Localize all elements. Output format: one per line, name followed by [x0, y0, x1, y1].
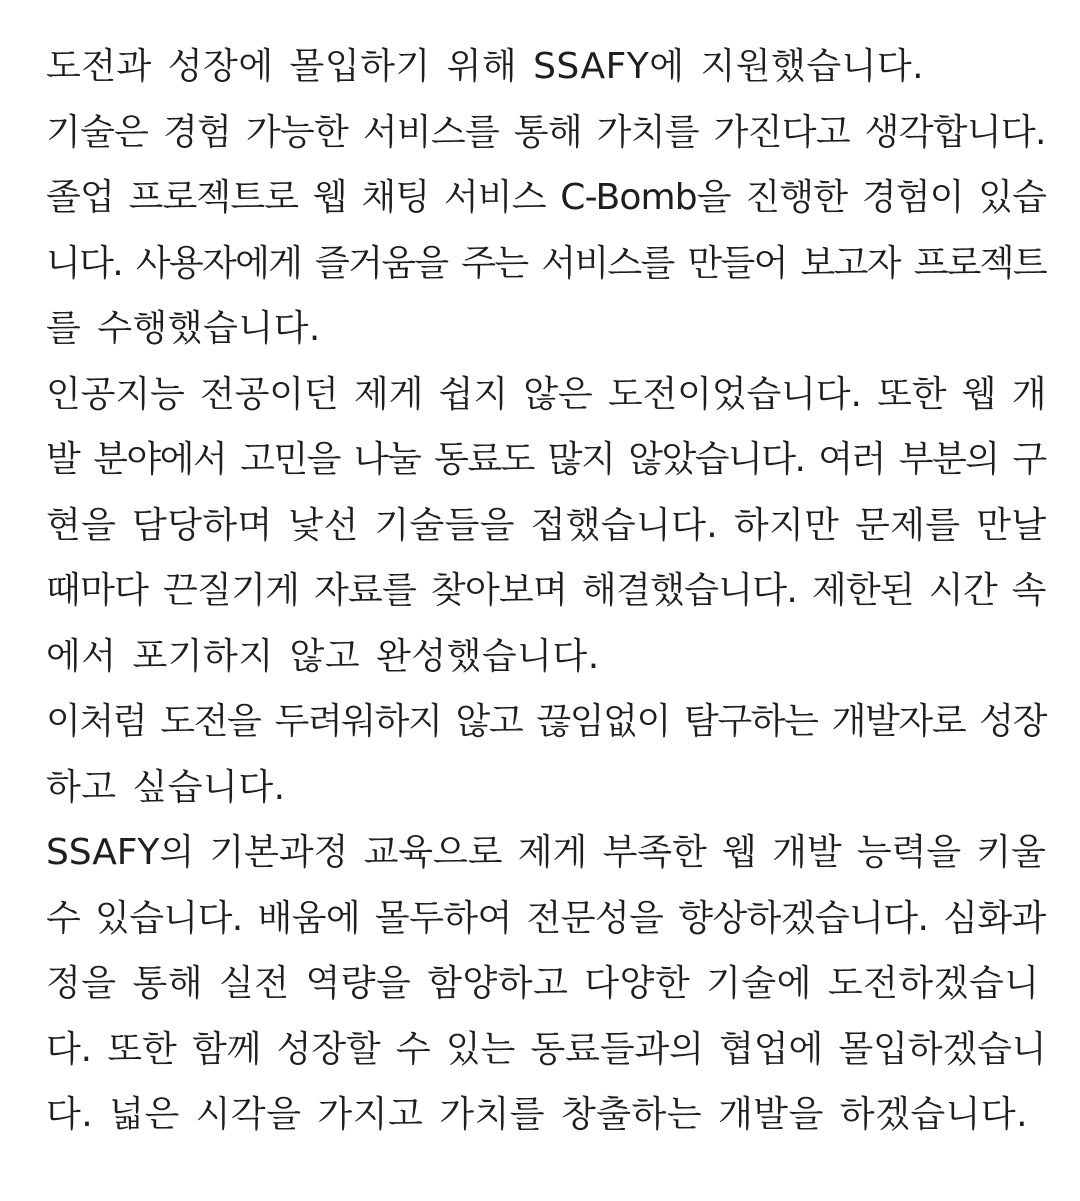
text-line: 현을 담당하며 낯선 기술들을 접했습니다. 하지만 문제를 만날: [46, 504, 1047, 546]
text-line: 이처럼 도전을 두려워하지 않고 끊임없이 탐구하는 개발자로 성장: [46, 701, 1047, 742]
text-line: 니다. 사용자에게 즐거움을 주는 서비스를 만들어 보고자 프로젝트: [46, 242, 1046, 284]
text-line: 때마다 끈질기게 자료를 찾아보며 해결했습니다. 제한된 시간 속: [46, 570, 1046, 611]
text-line: 다. 또한 함께 성장할 수 있는 동료들과의 협업에 몰입하겠습니: [46, 1028, 1047, 1070]
text-line: 하고 싶습니다.: [46, 766, 286, 808]
text-line: 다. 넓은 시각을 가지고 가치를 창출하는 개발을 하겠습니다.: [46, 1094, 1029, 1135]
text-line: 를 수행했습니다.: [46, 308, 321, 349]
text-line: 발 분야에서 고민을 나눌 동료도 많지 않았습니다. 여러 부분의 구: [46, 439, 1046, 480]
text-line: 수 있습니다. 배움에 몰두하여 전문성을 향상하겠습니다. 심화과: [46, 897, 1046, 939]
text-line: 정을 통해 실전 역량을 함양하고 다양한 기술에 도전하겠습니: [46, 963, 1040, 1004]
document-body: [46, 34, 1046, 1148]
text-line: 기술은 경험 가능한 서비스를 통해 가치를 가진다고 생각합니다.: [46, 111, 1046, 153]
text-line: 인공지능 전공이던 제게 쉽지 않은 도전이었습니다. 또한 웹 개: [46, 373, 1047, 415]
text-line: 에서 포기하지 않고 완성했습니다.: [46, 635, 600, 677]
text-line: 졸업 프로젝트로 웹 채팅 서비스 C-Bomb을 진행한 경험이 있습: [46, 177, 1047, 218]
text-line: SSAFY의 기본과정 교육으로 제게 부족한 웹 개발 능력을 키울: [46, 832, 1046, 873]
text-line: 도전과 성장에 몰입하기 위해 SSAFY에 지원했습니다.: [46, 46, 925, 87]
